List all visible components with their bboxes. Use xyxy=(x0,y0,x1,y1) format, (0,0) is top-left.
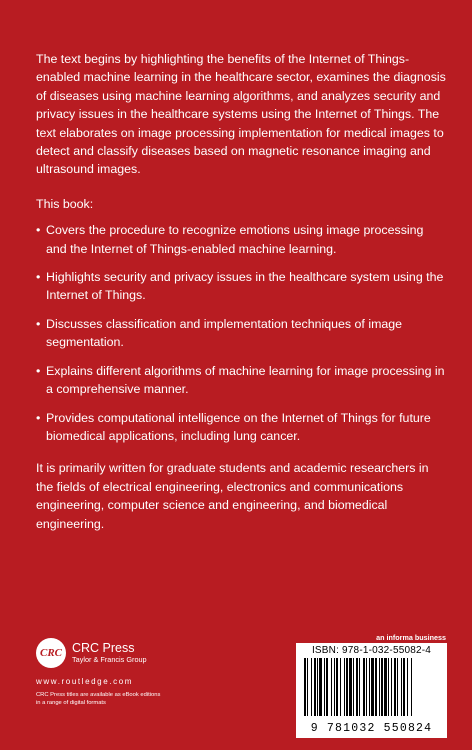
informa-label: an informa business xyxy=(376,633,446,642)
list-item: • Provides computational intelligence on the Internet of Things for future biomedical applications, including lung cancer. xyxy=(36,410,431,443)
barcode-icon xyxy=(302,658,441,716)
bullet-icon: • xyxy=(36,410,41,425)
publisher-group: Taylor & Francis Group xyxy=(72,655,147,664)
book-lead: This book: xyxy=(36,196,94,211)
feature-list xyxy=(36,221,446,445)
publisher-name: CRC Press xyxy=(72,641,135,655)
bullet-icon: • xyxy=(36,223,41,238)
ebook-note: CRC Press titles are available as eBook editions in a range of digital formats xyxy=(36,692,161,706)
bullet-icon: • xyxy=(36,363,41,378)
bullet-icon: • xyxy=(36,316,41,331)
list-item: • Highlights security and privacy issues in the healthcare system using the Internet of Things. xyxy=(36,270,444,303)
intro-paragraph: The text begins by highlighting the benefits of the Internet of Things-enabled machine learning in the healthcare sector, examines the diagnosis of diseases using machine learning algorithms, and analyzes security and privacy issues in the healthcare systems using the Internet of Things. The text elaborates on image processing implementation for medical images to detect and classify diseases based on magnetic resonance imaging and ultrasound images. xyxy=(36,52,446,177)
list-item: • Discusses classification and implementation techniques of image segmentation. xyxy=(36,316,403,350)
isbn-text: ISBN: 978-1-032-55082-4 xyxy=(311,645,432,656)
crc-logo-icon: CRC xyxy=(36,638,66,668)
audience-paragraph: It is primarily written for graduate students and academic researchers in the fields of electrical engineering, electronics and communications engineering, computer science and engineering, and biomedical engineering. xyxy=(36,461,429,531)
barcode-digits: 9 781032 550824 xyxy=(310,722,433,735)
publisher-block xyxy=(36,638,256,707)
list-item: • Explains different algorithms of machine learning for image processing in a comprehensive manner. xyxy=(36,363,445,397)
list-item: • Covers the procedure to recognize emotions using image processing and the Internet of Things-enabled machine learning. xyxy=(36,223,424,256)
publisher-website[interactable]: www.routledge.com xyxy=(36,677,134,686)
bullet-icon: • xyxy=(36,270,41,285)
barcode xyxy=(296,643,447,738)
back-cover-text xyxy=(36,50,446,549)
publisher-logo xyxy=(36,638,256,668)
